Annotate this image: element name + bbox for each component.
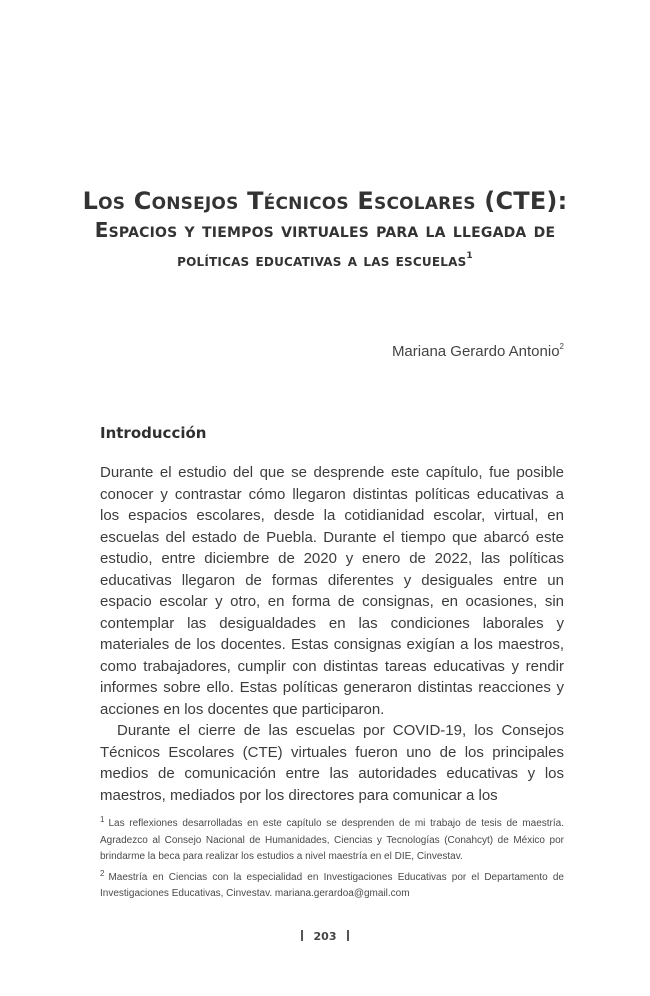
footnote-1-text: Las reflexiones desarrolladas en este capítulo se desprenden de mi trabajo de tesis de maestría. Agradezco al Consejo Nacional de Humanidades, Ciencias y Tecnologías (Conahcyt) de México por brindarme la beca para realizar los estudios a nivel maestría en el DIE, Cinvestav. xyxy=(100,818,564,862)
page-folio xyxy=(0,930,650,943)
section-heading: Introducción xyxy=(100,424,207,442)
chapter-title-line-1: Los Consejos Técnicos Escolares (CTE): xyxy=(82,187,568,215)
folio-left-divider xyxy=(301,930,303,941)
footnote-2-mark: 2 xyxy=(100,868,105,878)
paragraph-1: Durante el estudio del que se desprende este capítulo, fue posible conocer y contrastar cómo llegaron distintas políticas educativas a los espacios escolares, desde la cotidianidad escolar, virtual, en escuelas del estado de Puebla. Durante el tiempo que abarcó este estudio, entre diciembre de 2020 y enero de 2022, las políticas educativas llegaron de formas diferentes y desiguales entre un espacio escolar y otro, en forma de consignas, en ocasiones, sin contemplar las desigualdades en las condiciones laborales y materiales de los docentes. Estas consignas exigían a los maestros, como trabajadores, cumplir con distintas tareas educativas y rendir informes sobre ello. Estas políticas generaron distintas reacciones y acciones en los docentes que participaron. xyxy=(100,464,564,718)
footnote-1-mark: 1 xyxy=(100,815,105,824)
chapter-title-line-3 xyxy=(60,244,590,274)
author-footnote-mark: 2 xyxy=(559,342,564,351)
footnote-1 xyxy=(100,812,564,866)
folio-right-divider xyxy=(347,930,349,941)
footnote-2-text: Maestría en Ciencias con la especialidad en Investigaciones Educativas por el Departamento de Investigaciones Educativas, Cinvestav. mariana.gerardoa@gmail.com xyxy=(100,871,564,899)
title-footnote-mark: 1 xyxy=(466,251,473,261)
page-number: 203 xyxy=(313,930,337,943)
chapter-title xyxy=(60,186,590,274)
author-name: Mariana Gerardo Antonio xyxy=(391,343,560,360)
paragraph-2: Durante el cierre de las escuelas por COVID-19, los Consejos Técnicos Escolares (CTE) virtuales fueron uno de los principales medios de comunicación entre las autoridades educativas y los maestros, mediados por los directores para comunicar a los xyxy=(100,722,564,804)
footnotes xyxy=(100,812,564,903)
author-byline xyxy=(392,342,564,360)
footnote-2 xyxy=(100,866,564,903)
chapter-title-line-3-text: políticas educativas a las escuelas xyxy=(177,251,467,271)
body-text xyxy=(100,462,564,806)
chapter-title-line-2: Espacios y tiempos virtuales para la llegada de xyxy=(94,218,556,242)
